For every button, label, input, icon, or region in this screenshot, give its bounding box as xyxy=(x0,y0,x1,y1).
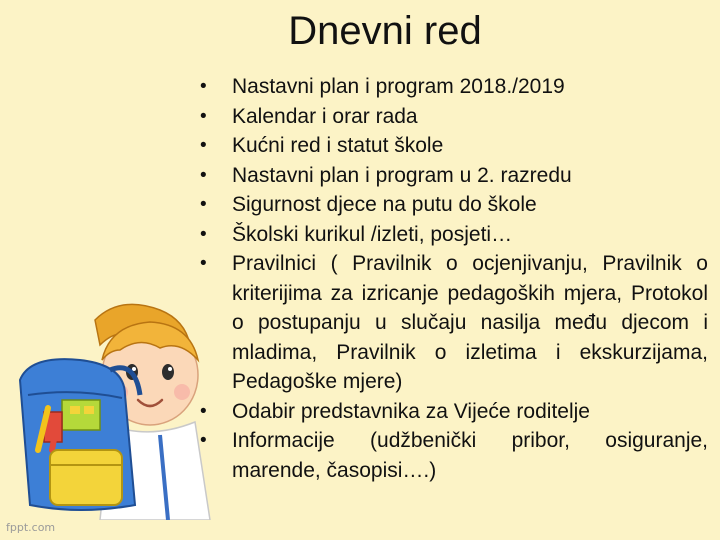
agenda-item: • Pravilnici ( Pravilnik o ocjenjivanju, Pravilnik o kriterijima za izricanje pedagoških mjera, Protokol o postupanju u slučaju nasilja među djecom i mladima, Pravilnik o izletima i ekskurzijama, Pedagoške mjere) xyxy=(212,249,708,397)
agenda-item: • Kalendar i orar rada xyxy=(212,102,708,132)
bullet-icon: • xyxy=(200,194,207,215)
bullet-icon: • xyxy=(200,430,207,451)
bullet-icon: • xyxy=(200,105,207,127)
bullet-icon: • xyxy=(200,400,207,422)
agenda-item: • Informacije (udžbenički pribor, osiguranje, marende, časopisi….) xyxy=(212,426,708,485)
agenda-item: • Školski kurikul /izleti, posjeti… xyxy=(212,220,708,250)
agenda-item: • Nastavni plan i program 2018./2019 xyxy=(212,72,708,102)
bullet-icon: • xyxy=(200,135,207,156)
bullet-icon: • xyxy=(200,76,207,97)
watermark: fppt.com xyxy=(6,521,56,534)
agenda-item: • Odabir predstavnika za Vijeće roditelje xyxy=(212,397,708,427)
slide-title: Dnevni red xyxy=(288,9,482,53)
bullet-icon: • xyxy=(200,253,207,274)
agenda-item: • Sigurnost djece na putu do škole xyxy=(212,190,708,220)
schoolboy-with-backpack-illustration xyxy=(0,300,220,520)
agenda-item: • Kućni red i statut škole xyxy=(212,131,708,161)
agenda-list xyxy=(200,72,708,485)
bullet-icon: • xyxy=(200,164,207,186)
bullet-icon: • xyxy=(200,223,207,245)
agenda-item: • Nastavni plan i program u 2. razredu xyxy=(212,161,708,191)
